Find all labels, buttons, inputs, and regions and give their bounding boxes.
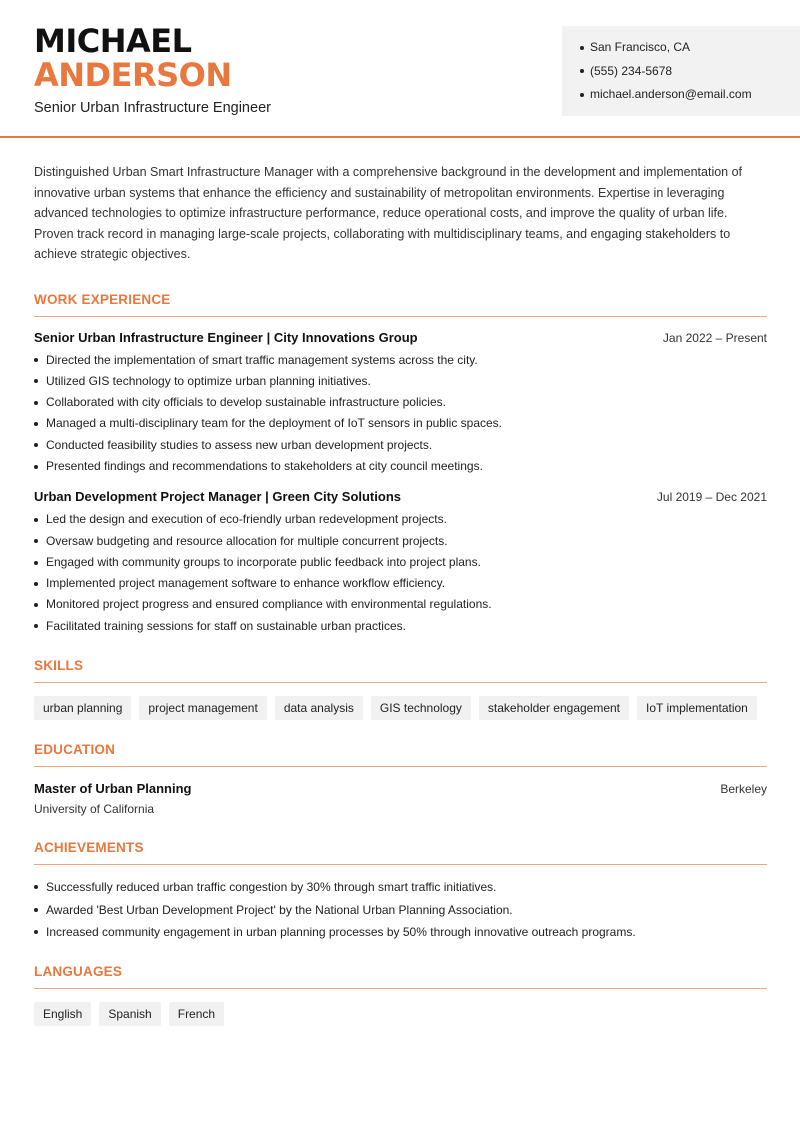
bullet-icon: [34, 401, 38, 405]
list-item: Managed a multi-disciplinary team for the deployment of IoT sensors in public spaces.: [34, 413, 767, 434]
skill-tag: urban planning: [34, 696, 131, 720]
job-date: Jan 2022 – Present: [662, 330, 767, 345]
list-item: Awarded 'Best Urban Development Project' by the National Urban Planning Association.: [34, 899, 767, 922]
contact-phone: (555) 234-5678: [580, 60, 800, 84]
bullet-icon: [580, 69, 584, 73]
skill-tag: data analysis: [275, 696, 363, 720]
bullet-icon: [580, 46, 584, 50]
list-item: Presented findings and recommendations to stakeholders at city council meetings.: [34, 456, 767, 477]
skills-section: [34, 658, 767, 720]
achievement-list: [34, 876, 767, 944]
education-section: [34, 742, 767, 816]
section-title: WORK EXPERIENCE: [34, 292, 767, 317]
language-tag: Spanish: [99, 1002, 160, 1026]
list-item: Engaged with community groups to incorporate public feedback into project plans.: [34, 552, 767, 573]
education-entry: [34, 781, 767, 796]
job-title: Senior Urban Infrastructure Engineer | City Innovations Group: [34, 329, 418, 345]
bullet-icon: [34, 518, 38, 522]
education-location: Berkeley: [720, 782, 767, 797]
contact-box: [562, 26, 800, 116]
bullet-icon: [34, 358, 38, 362]
list-item: Led the design and execution of eco-friendly urban redevelopment projects.: [34, 509, 767, 530]
list-item: Facilitated training sessions for staff on sustainable urban practices.: [34, 616, 767, 637]
bullet-icon: [34, 603, 38, 607]
skill-tag: project management: [139, 696, 266, 720]
bullet-icon: [34, 908, 38, 912]
bullet-icon: [34, 624, 38, 628]
language-tag: French: [169, 1002, 224, 1026]
list-item: Increased community engagement in urban planning processes by 50% through innovative outreach programs.: [34, 921, 767, 944]
bullet-icon: [34, 379, 38, 383]
job-bullets: [34, 509, 767, 637]
list-item: Implemented project management software to enhance workflow efficiency.: [34, 573, 767, 594]
job-bullets: [34, 350, 767, 478]
bullet-icon: [34, 443, 38, 447]
headline: Senior Urban Infrastructure Engineer: [34, 100, 271, 116]
list-item: Monitored project progress and ensured compliance with environmental regulations.: [34, 594, 767, 615]
language-tag: English: [34, 1002, 91, 1026]
list-item: Directed the implementation of smart traffic management systems across the city.: [34, 350, 767, 371]
bullet-icon: [34, 422, 38, 426]
skill-tag: GIS technology: [371, 696, 471, 720]
achievements-section: [34, 840, 767, 944]
list-item: Utilized GIS technology to optimize urban planning initiatives.: [34, 371, 767, 392]
work-experience-section: [34, 292, 767, 638]
languages-section: [34, 964, 767, 1026]
skill-tag: IoT implementation: [637, 696, 757, 720]
job-entry: [34, 330, 767, 478]
candidate-name: [34, 24, 232, 92]
contact-email: michael.anderson@email.com: [580, 83, 800, 107]
school: University of California: [34, 802, 155, 817]
skill-tag: stakeholder engagement: [479, 696, 629, 720]
bullet-icon: [34, 582, 38, 586]
resume-body: [34, 162, 767, 1026]
language-tags: [34, 1002, 767, 1026]
degree: Master of Urban Planning: [34, 781, 192, 797]
bullet-icon: [34, 885, 38, 889]
list-item: Oversaw budgeting and resource allocation for multiple concurrent projects.: [34, 531, 767, 552]
first-name: MICHAEL: [34, 22, 192, 60]
section-title: ACHIEVEMENTS: [34, 840, 767, 865]
bullet-icon: [34, 465, 38, 469]
bullet-icon: [34, 561, 38, 565]
skill-tags: [34, 696, 767, 720]
contact-location: San Francisco, CA: [580, 36, 800, 60]
section-title: LANGUAGES: [34, 964, 767, 989]
list-item: Successfully reduced urban traffic congestion by 30% through smart traffic initiatives.: [34, 876, 767, 899]
summary: Distinguished Urban Smart Infrastructure Manager with a comprehensive background in the development and implementation of innovative urban systems that enhance the efficiency and sustainability of metropolitan environments. Expertise in leveraging advanced technologies to optimize infrastructure performance, reduce operational costs, and improve the quality of urban life. Proven track record in managing large-scale projects, collaborating with multidisciplinary teams, and engaging stakeholders to achieve strategic objectives.: [34, 165, 743, 261]
list-item: Conducted feasibility studies to assess new urban development projects.: [34, 435, 767, 456]
job-title: Urban Development Project Manager | Green City Solutions: [34, 489, 401, 505]
bullet-icon: [580, 93, 584, 97]
bullet-icon: [34, 539, 38, 543]
bullet-icon: [34, 930, 38, 934]
last-name: ANDERSON: [34, 56, 232, 94]
resume-header: [0, 0, 800, 138]
section-title: SKILLS: [34, 658, 767, 683]
section-title: EDUCATION: [34, 742, 767, 767]
job-entry: [34, 489, 767, 637]
job-date: Jul 2019 – Dec 2021: [656, 490, 767, 505]
list-item: Collaborated with city officials to develop sustainable infrastructure policies.: [34, 392, 767, 413]
